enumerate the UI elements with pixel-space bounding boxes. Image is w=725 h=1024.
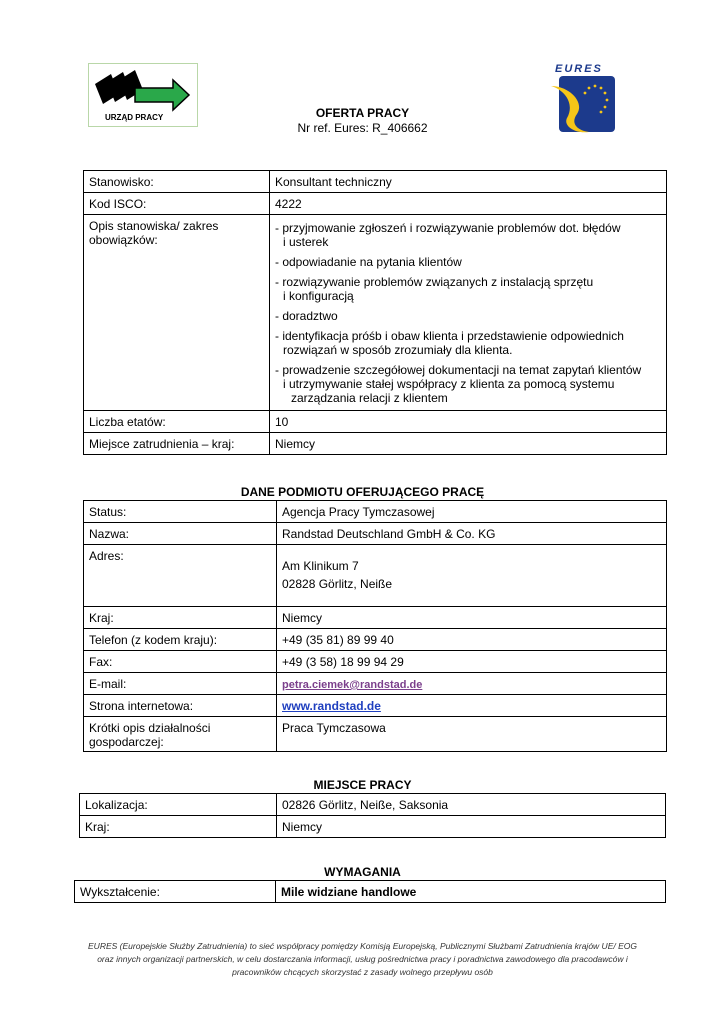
website-label: Strona internetowa: bbox=[84, 695, 277, 717]
footer-line-2: oraz innych organizacji partnerskich, w celu dostarczania informacji, usług pośrednictwa pracy i poradnictwa zawodowego dla pracodawców i bbox=[97, 954, 628, 964]
employer-country-value: Niemcy bbox=[277, 607, 667, 629]
table-row bbox=[84, 673, 667, 695]
workplace-country-label: Kraj: bbox=[80, 816, 277, 838]
email-label: E-mail: bbox=[84, 673, 277, 695]
name-label: Nazwa: bbox=[84, 523, 277, 545]
duty-item: - prowadzenie szczegółowej dokumentacji na temat zapytań klientów i utrzymywanie stałej współpracy z klienta za pomocą systemu zarządzania relacji z klientem bbox=[275, 363, 642, 405]
table-row bbox=[80, 794, 666, 816]
table-row bbox=[84, 171, 667, 193]
isco-value: 4222 bbox=[270, 193, 667, 215]
employment-country-value: Niemcy bbox=[270, 433, 667, 455]
address-line-2: 02828 Görlitz, Neiße bbox=[282, 577, 393, 591]
table-row bbox=[84, 607, 667, 629]
footer-line-3: pracowników chcących skorzystać z zasady wolnego przepływu osób bbox=[232, 967, 493, 977]
employer-section-title: DANE PODMIOTU OFERUJĄCEGO PRACĘ bbox=[240, 485, 485, 499]
duty-item: - przyjmowanie zgłoszeń i rozwiązywanie problemów dot. błędów i usterek bbox=[275, 221, 621, 249]
table-row bbox=[84, 629, 667, 651]
workplace-table bbox=[79, 793, 666, 838]
table-row bbox=[84, 523, 667, 545]
table-row bbox=[84, 411, 667, 433]
address-value bbox=[277, 545, 667, 607]
duties-list bbox=[270, 215, 667, 411]
table-row bbox=[84, 215, 667, 411]
employment-country-label: Miejsce zatrudnienia – kraj: bbox=[84, 433, 270, 455]
footer-brand: EURES (Europejskie Służby Zatrudnienia) bbox=[88, 941, 248, 951]
table-row bbox=[80, 816, 666, 838]
education-value: Mile widziane handlowe bbox=[276, 881, 666, 903]
fax-value: +49 (3 58) 18 99 94 29 bbox=[277, 651, 667, 673]
offer-table bbox=[83, 170, 667, 455]
workplace-country-value: Niemcy bbox=[277, 816, 666, 838]
table-row bbox=[84, 193, 667, 215]
duty-item: - odpowiadanie na pytania klientów bbox=[275, 255, 462, 269]
position-label: Stanowisko: bbox=[84, 171, 270, 193]
email-link[interactable]: petra.ciemek@randstad.de bbox=[282, 679, 423, 691]
requirements-section-title: WYMAGANIA bbox=[324, 865, 401, 879]
table-row bbox=[84, 501, 667, 523]
table-row bbox=[84, 717, 667, 752]
phone-label: Telefon (z kodem kraju): bbox=[84, 629, 277, 651]
name-value: Randstad Deutschland GmbH & Co. KG bbox=[277, 523, 667, 545]
isco-label: Kod ISCO: bbox=[84, 193, 270, 215]
location-value: 02826 Görlitz, Neiße, Saksonia bbox=[277, 794, 666, 816]
workplace-section-title: MIEJSCE PRACY bbox=[313, 778, 412, 792]
table-row bbox=[84, 545, 667, 607]
address-label: Adres: bbox=[84, 545, 277, 607]
table-row bbox=[84, 433, 667, 455]
document-title: OFERTA PRACY bbox=[315, 106, 410, 120]
location-label: Lokalizacja: bbox=[80, 794, 277, 816]
requirements-table bbox=[74, 880, 666, 903]
status-value: Agencja Pracy Tymczasowej bbox=[277, 501, 667, 523]
posts-label: Liczba etatów: bbox=[84, 411, 270, 433]
table-row bbox=[84, 651, 667, 673]
duty-item: - identyfikacja próśb i obaw klienta i przedstawienie odpowiednich rozwiązań w sposób zrozumiały dla klienta. bbox=[275, 329, 624, 357]
urzad-pracy-logo-text: URZĄD PRACY bbox=[105, 113, 164, 122]
employer-table bbox=[83, 500, 667, 752]
table-row bbox=[84, 695, 667, 717]
status-label: Status: bbox=[84, 501, 277, 523]
education-label: Wykształcenie: bbox=[75, 881, 276, 903]
eures-logo-text: EURES bbox=[555, 63, 603, 75]
duty-item: - doradztwo bbox=[275, 309, 338, 323]
business-desc-value: Praca Tymczasowa bbox=[277, 717, 667, 752]
table-row bbox=[75, 881, 666, 903]
duties-label: Opis stanowiska/ zakres obowiązków: bbox=[84, 215, 270, 411]
position-value: Konsultant techniczny bbox=[270, 171, 667, 193]
duty-item: - rozwiązywanie problemów związanych z instalacją sprzętu i konfiguracją bbox=[275, 275, 594, 303]
footer-line-1: EURES (Europejskie Służby Zatrudnienia) to sieć współpracy pomiędzy Komisją Europejską, Publicznymi Służbami Zatrudnienia krajów UE/ EOG bbox=[88, 941, 637, 951]
employer-country-label: Kraj: bbox=[84, 607, 277, 629]
website-link[interactable]: www.randstad.de bbox=[282, 699, 381, 713]
phone-value: +49 (35 81) 89 99 40 bbox=[277, 629, 667, 651]
footer-note bbox=[60, 940, 665, 979]
posts-value: 10 bbox=[270, 411, 667, 433]
address-line-1: Am Klinikum 7 bbox=[282, 559, 359, 573]
fax-label: Fax: bbox=[84, 651, 277, 673]
business-desc-label: Krótki opis działalności gospodarczej: bbox=[84, 717, 277, 752]
reference-number: Nr ref. Eures: R_406662 bbox=[297, 121, 428, 135]
document-title-block bbox=[0, 106, 725, 135]
